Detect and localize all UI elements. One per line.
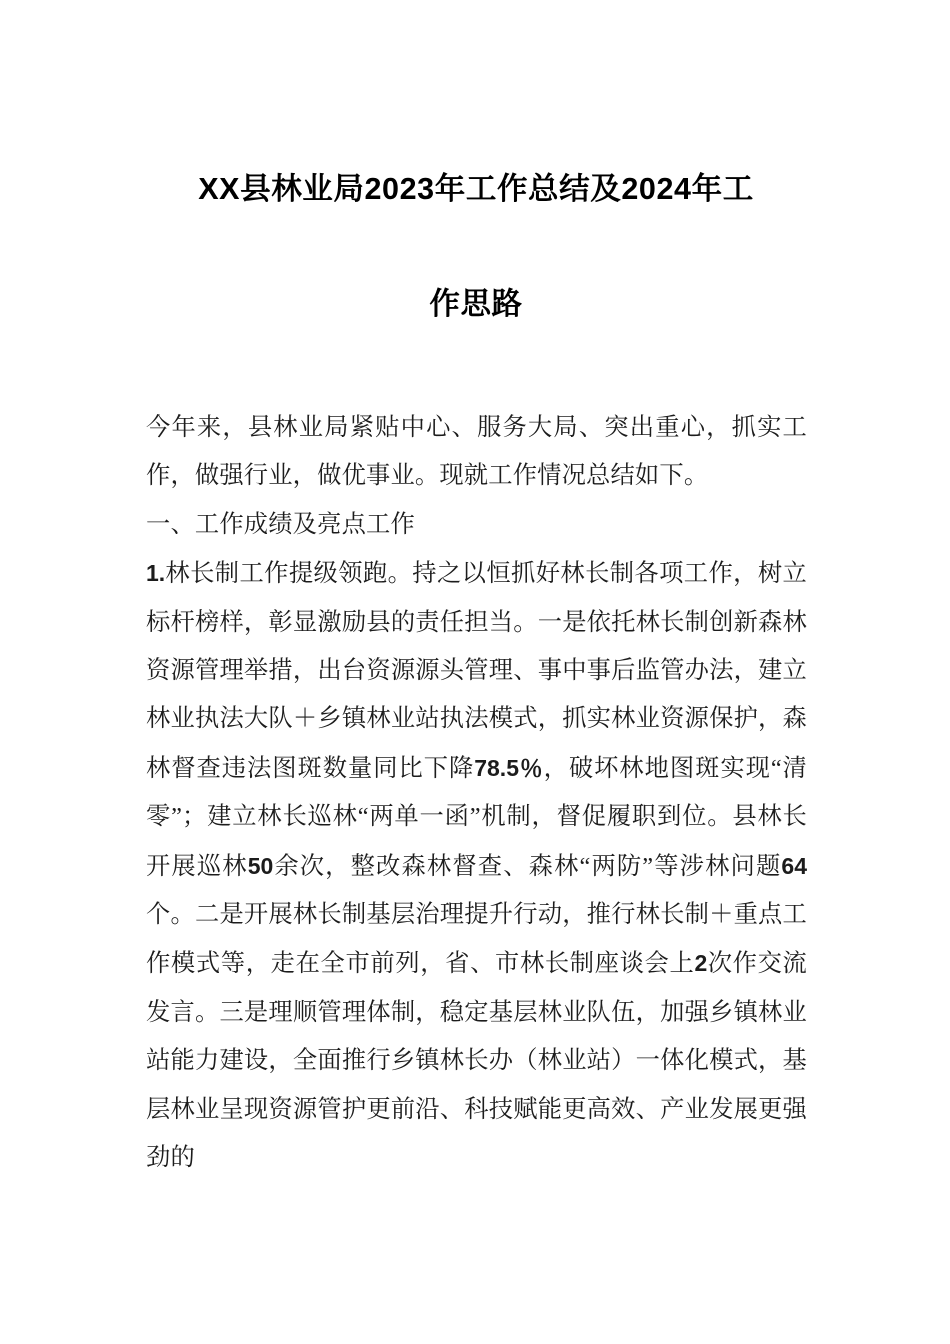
document-title <box>146 132 806 362</box>
item-1-text-part-2: ，破坏林地图斑实现“清零”；建立林长巡林“两单一函”机制，督促履职到位。县林长开展巡林 <box>146 754 808 880</box>
document-title-line-1: XX县林业局2023年工作总结及2024年工 <box>198 172 754 206</box>
numbered-item-1 <box>146 549 807 1182</box>
document-body <box>146 404 807 1183</box>
item-1-marker: 1. <box>146 560 166 587</box>
item-1-stat-speech-count: 2 <box>694 950 708 977</box>
section-heading-1: 一、工作成绩及亮点工作 <box>146 510 415 538</box>
item-1-stat-decline-percent: 78.5％ <box>474 754 544 781</box>
item-1-text-part-1: 林长制工作提级领跑。持之以恒抓好林长制各项工作，树立标杆榜样，彰显激励县的责任担当。一是依托林长制创新森林资源管理举措，出台资源源头管理、事中事后监管办法，建立林业执法大队＋乡镇林业站执法模式，抓实林业资源保护，森林督查违法图斑数量同比下降 <box>146 560 807 782</box>
paragraph-intro: 今年来，县林业局紧贴中心、服务大局、突出重心，抓实工作，做强行业，做优事业。现就工作情况总结如下。 <box>146 414 807 490</box>
document-title-line-2: 作思路 <box>429 287 523 321</box>
item-1-stat-issue-count: 64 <box>781 852 807 879</box>
item-1-stat-patrol-count: 50 <box>247 852 274 879</box>
item-1-text-part-3: 余次，整改森林督查、森林“两防”等涉林问题 <box>273 852 782 880</box>
item-1-text-part-5: 次作交流发言。三是理顺管理体制，稳定基层林业队伍，加强乡镇林业站能力建设，全面推行乡镇林长办（林业站）一体化模式，基层林业呈现资源管护更前沿、科技赋能更高效、产业发展更强劲的 <box>146 950 807 1172</box>
item-1-text-part-4: 个。二是开展林长制基层治理提升行动，推行林长制＋重点工作模式等，走在全市前列，省、市林长制座谈会上 <box>146 901 807 978</box>
